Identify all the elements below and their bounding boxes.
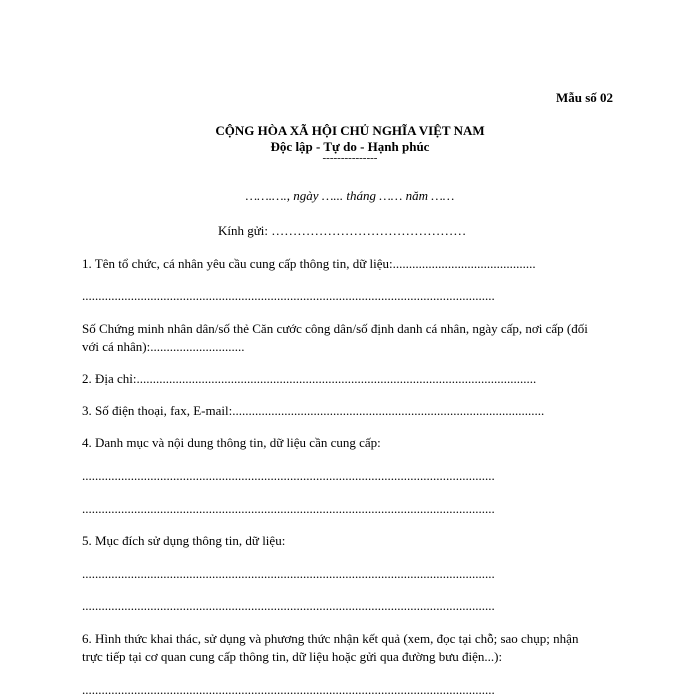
field-purpose-label: 5. Mục đích sử dụng thông tin, dữ liệu: bbox=[82, 533, 286, 548]
field-data-list-line-1: ............................................................................................................................... bbox=[82, 468, 495, 483]
nation-header: CỘNG HÒA XÃ HỘI CHỦ NGHĨA VIỆT NAM bbox=[215, 123, 485, 138]
field-method-line-1: 6. Hình thức khai thác, sử dụng và phương thức nhận kết quả (xem, đọc tại chỗ; sao chụp; nhận bbox=[82, 631, 579, 646]
field-purpose-line-2: ............................................................................................................................... bbox=[82, 598, 495, 613]
field-id-line-1: Số Chứng minh nhân dân/số thẻ Căn cước công dân/số định danh cá nhân, ngày cấp, nơi cấp (đối bbox=[82, 321, 588, 336]
field-id-line-2: với cá nhân):............................. bbox=[82, 339, 245, 354]
motto: Độc lập - Tự do - Hạnh phúc bbox=[270, 139, 430, 154]
field-contact: 3. Số điện thoại, fax, E-mail:................................................................................................ bbox=[82, 403, 545, 418]
recipient-line: Kính gửi: ……………………………………… bbox=[218, 223, 467, 238]
separator: --------------- bbox=[322, 152, 378, 164]
field-data-list-line-2: ............................................................................................................................... bbox=[82, 501, 495, 516]
form-number: Mẫu số 02 bbox=[556, 90, 614, 105]
field-address: 2. Địa chỉ:........................................................................................................................... bbox=[82, 371, 537, 386]
field-requester-name: 1. Tên tổ chức, cá nhân yêu cầu cung cấp thông tin, dữ liệu:............................................ bbox=[82, 256, 536, 271]
date-line: …….…., ngày …... tháng …… năm …… bbox=[245, 188, 455, 203]
field-purpose-line-1: ............................................................................................................................... bbox=[82, 566, 495, 581]
field-method-line-2: trực tiếp tại cơ quan cung cấp thông tin, dữ liệu hoặc gửi qua đường bưu điện...): bbox=[82, 649, 503, 664]
field-requester-name-continuation: ............................................................................................................................... bbox=[82, 288, 495, 303]
field-data-list-label: 4. Danh mục và nội dung thông tin, dữ liệu cần cung cấp: bbox=[82, 435, 381, 450]
field-method-line-3: ............................................................................................................................... bbox=[82, 682, 495, 697]
